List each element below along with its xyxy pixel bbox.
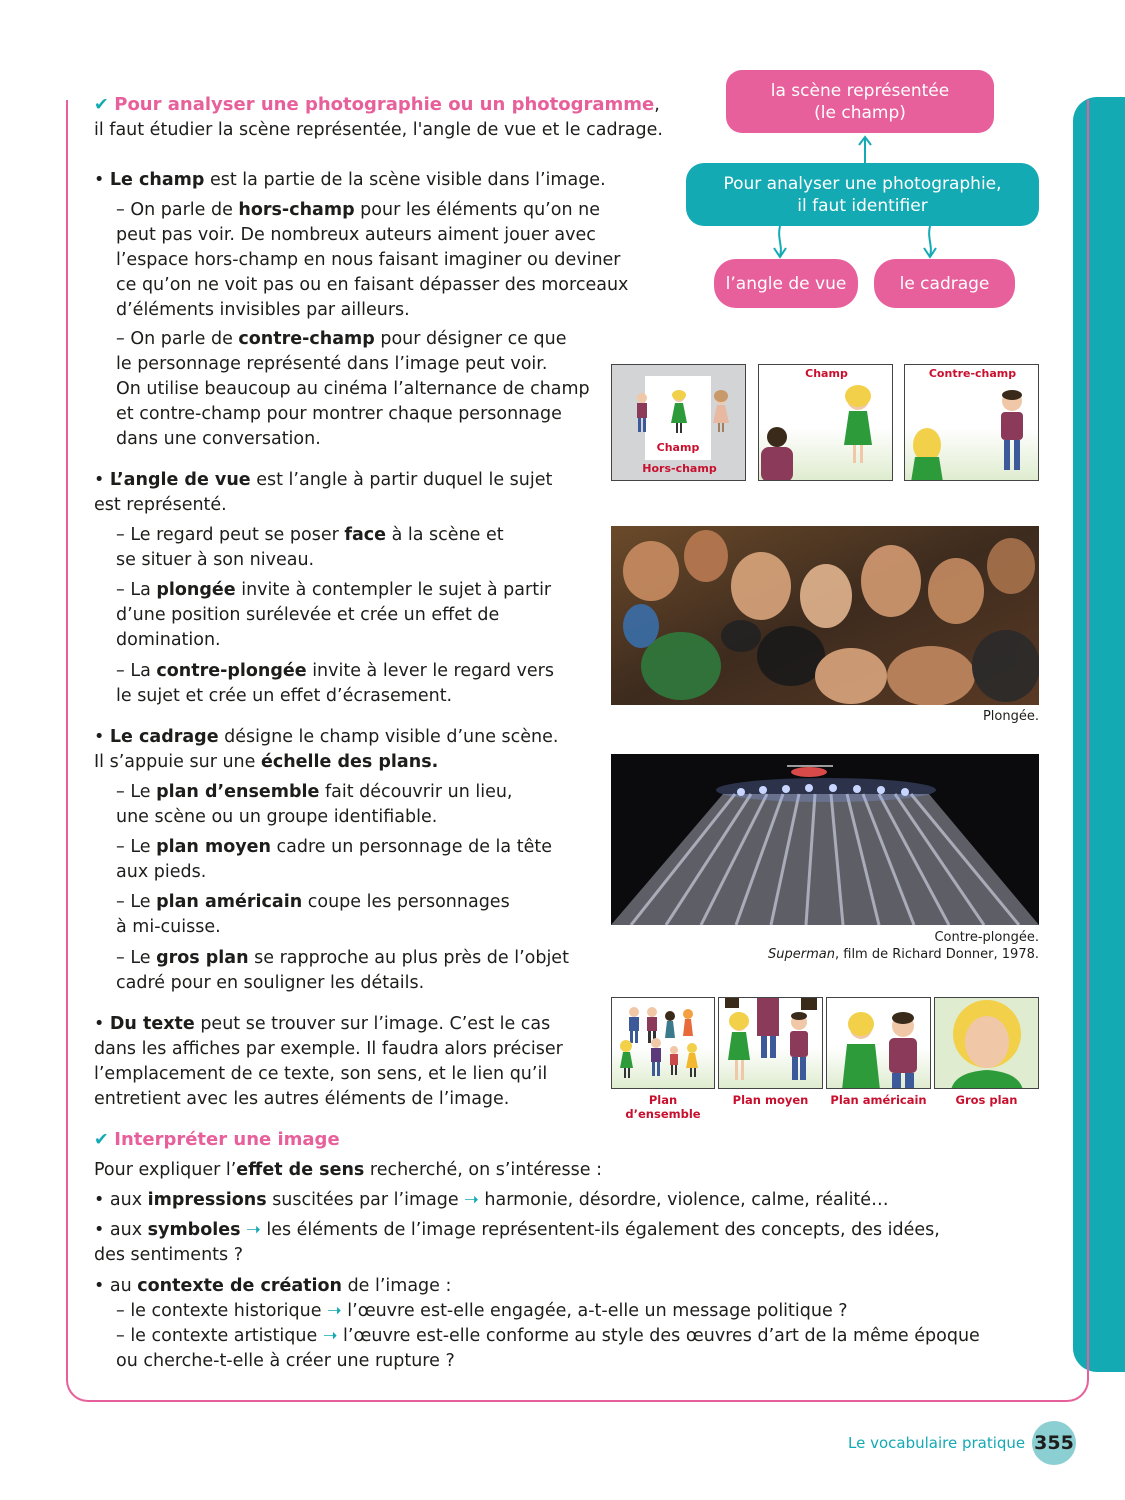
contre-plongee-building-image xyxy=(611,754,1039,925)
angle-definition: • L’angle de vue est l’angle à partir duquel le sujet est représenté. xyxy=(94,470,553,515)
superman-caption: Superman, film de Richard Donner, 1978. xyxy=(768,947,1039,962)
gros-plan-panel xyxy=(934,997,1039,1089)
checkmark-icon: ✔ xyxy=(94,1130,109,1150)
champ-label: Champ xyxy=(656,441,700,454)
angle-plongee: – La plongée invite à contempler le sujet à partir d’une position surélevée et crée un effet de domination. xyxy=(116,580,552,650)
gros-plan-text: – Le gros plan se rapproche au plus près de l’objet cadré pour en souligner les détails. xyxy=(116,948,569,993)
gros-plan-label: Gros plan xyxy=(955,1093,1018,1107)
hors-champ-label: Hors-champ xyxy=(642,462,717,475)
plan-americain-panel xyxy=(826,997,931,1089)
contre-plongee-caption: Contre-plongée. xyxy=(934,930,1039,945)
champ-panel-label: Champ xyxy=(805,367,848,380)
plongee-crowd-image xyxy=(611,526,1039,705)
contre-champ-panel-label: Contre-champ xyxy=(928,367,1017,380)
plongee-photo xyxy=(611,526,1039,705)
diagram-scene-box: la scène représentée (le champ) xyxy=(726,70,994,133)
section2-intro: Pour expliquer l’effet de sens recherché, on s’intéresse : xyxy=(94,1160,603,1180)
footer-section-title: Le vocabulaire pratique xyxy=(848,1434,1026,1452)
champ-figures xyxy=(759,365,893,481)
plan-ensemble-panel xyxy=(611,997,715,1089)
plan-ensemble-text: – Le plan d’ensemble fait découvrir un lieu, une scène ou un groupe identifiable. xyxy=(116,782,513,827)
arrow-right-icon: ➝ xyxy=(322,1326,338,1346)
plan-americain-text: – Le plan américain coupe les personnages à mi-cuisse. xyxy=(116,892,510,937)
checkmark-icon: ✔ xyxy=(94,95,109,115)
section1-intro: il faut étudier la scène représentée, l'angle de vue et le cadrage. xyxy=(94,120,663,140)
texte-paragraph: • Du texte peut se trouver sur l’image. C’est le cas dans les affiches par exemple. Il faudra alors préciser l’emplacement de ce texte, son sens, et le lien qu’il entretient avec les autres éléments de l’image. xyxy=(94,1014,563,1109)
contre-plongee-photo xyxy=(611,754,1039,925)
section2-heading: ✔ Interpréter une image xyxy=(94,1129,340,1150)
contexte-sublist: – le contexte historique ➝ l’œuvre est-elle engagée, a-t-elle un message politique ? – le contexte artistique ➝ l’œuvre est-elle conforme au style des œuvres d’art de la même époque ou cherche-t-elle à créer une rupture ? xyxy=(116,1301,980,1371)
angle-contre-plongee: – La contre-plongée invite à lever le regard vers le sujet et crée un effet d’écrasement. xyxy=(116,661,554,706)
arrow-right-icon: ➝ xyxy=(327,1301,342,1321)
arrow-right-icon: ➝ xyxy=(464,1190,479,1210)
section1-heading: ✔ Pour analyser une photographie ou un photogramme, xyxy=(94,94,660,115)
champ-panel xyxy=(758,364,893,481)
cadrage-definition: • Le cadrage désigne le champ visible d’une scène. Il s’appuie sur une échelle des plans. xyxy=(94,727,559,772)
contexte-item: • au contexte de création de l’image : xyxy=(94,1276,452,1296)
plan-ensemble-label: Plan d’ensemble xyxy=(625,1093,701,1121)
diagram-center-box: Pour analyser une photographie, il faut identifier xyxy=(686,163,1039,226)
symboles-item: • aux symboles ➝ les éléments de l’image représentent-ils également des concepts, des idées, des sentiments ? xyxy=(94,1220,940,1265)
diagram-arrows xyxy=(680,130,1040,265)
diagram-cadrage-box: le cadrage xyxy=(874,259,1015,308)
plan-moyen-text: – Le plan moyen cadre un personnage de la tête aux pieds. xyxy=(116,837,552,882)
plan-moyen-figures xyxy=(719,998,823,1089)
hors-champ-paragraph: – On parle de hors-champ pour les éléments qu’on ne peut pas voir. De nombreux auteurs aiment jouer avec l’espace hors-champ en nous faisant imaginer ou deviner ce qu’on ne voit pas ou en faisant dépasser des morceaux d’éléments invisibles par ailleurs. xyxy=(116,200,629,320)
hors-champ-panel xyxy=(611,364,746,481)
plan-americain-label: Plan américain xyxy=(830,1093,927,1107)
plan-americain-figures xyxy=(827,998,931,1089)
plongee-caption: Plongée. xyxy=(982,709,1039,724)
gros-plan-figure xyxy=(935,998,1039,1089)
plan-moyen-label: Plan moyen xyxy=(732,1093,809,1107)
contre-champ-panel xyxy=(904,364,1039,481)
angle-face: – Le regard peut se poser face à la scène et se situer à son niveau. xyxy=(116,525,504,570)
diagram-angle-box: l’angle de vue xyxy=(714,259,858,308)
contre-champ-figures xyxy=(905,365,1039,481)
page-number: 355 xyxy=(1032,1421,1076,1465)
contre-champ-paragraph: – On parle de contre-champ pour désigner ce que le personnage représenté dans l’image peut voir. On utilise beaucoup au cinéma l’alternance de champ et contre-champ pour montrer chaque personnage dans une conversation. xyxy=(116,329,590,449)
plan-moyen-panel xyxy=(718,997,823,1089)
arrow-right-icon: ➝ xyxy=(246,1220,261,1240)
plan-ensemble-figures xyxy=(612,998,715,1089)
champ-definition: • Le champ est la partie de la scène visible dans l’image. xyxy=(94,170,606,190)
impressions-item: • aux impressions suscitées par l’image ➝ harmonie, désordre, violence, calme, réalité… xyxy=(94,1190,889,1210)
